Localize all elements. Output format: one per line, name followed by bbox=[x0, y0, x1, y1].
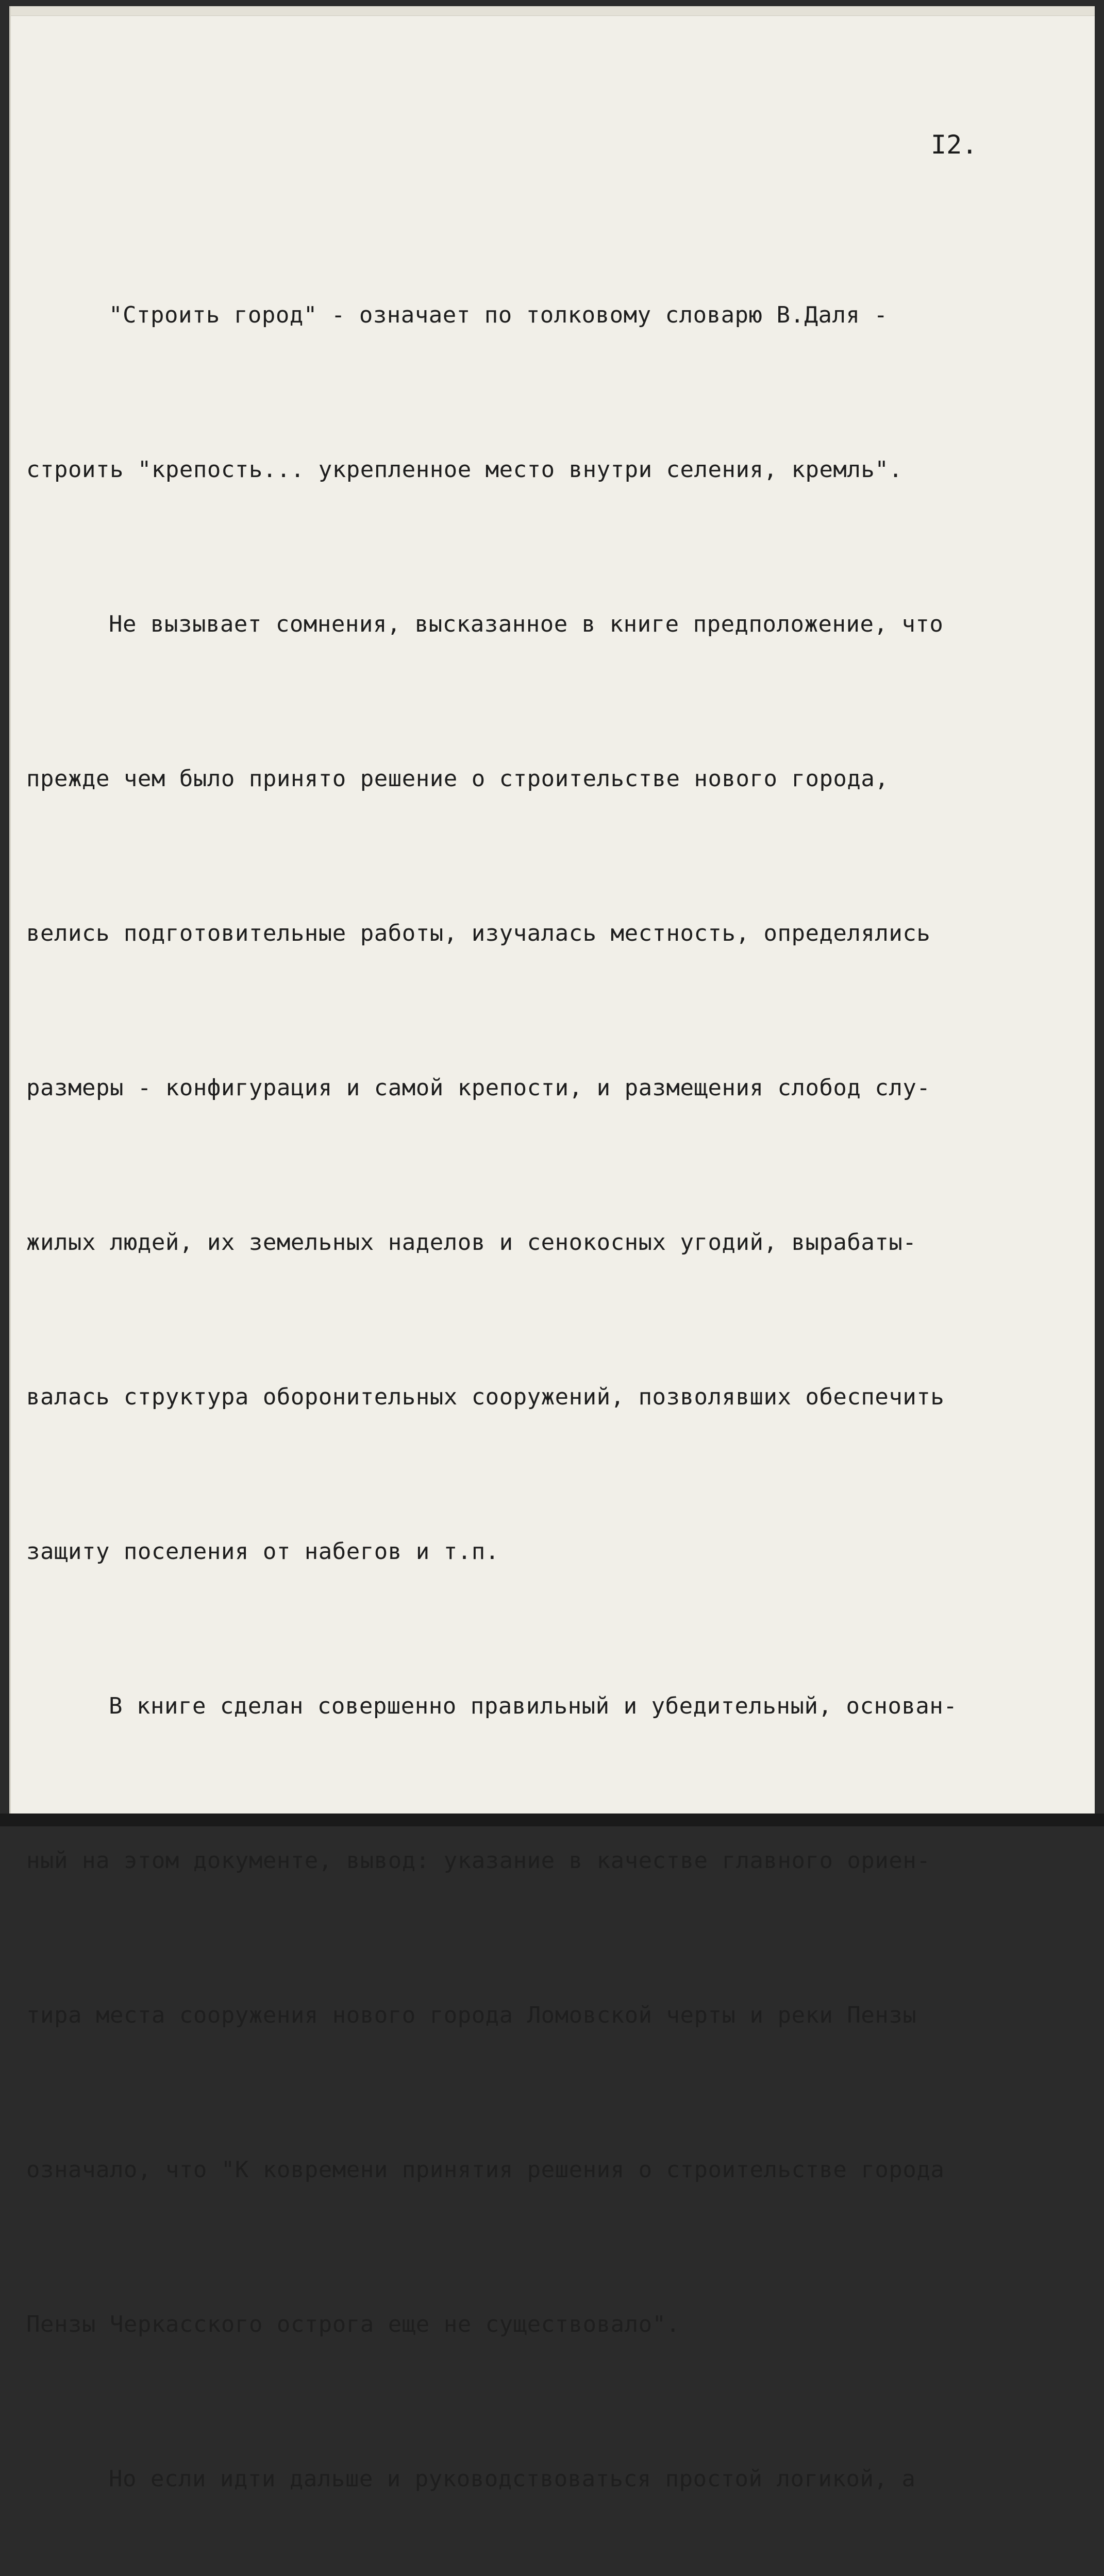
text-line: "Строить город" - означает по толковому словарю В.Даля - bbox=[109, 302, 888, 328]
document-page bbox=[9, 6, 1095, 2492]
text-line: ный на этом документе, вывод: указание в качестве главного ориен- bbox=[26, 1848, 931, 1874]
text-line: В книге сделан совершенно правильный и убедительный, основан- bbox=[109, 1693, 958, 1719]
text-line: валась структура оборонительных сооружений, позволявших обеспечить bbox=[26, 1384, 945, 1410]
body-text bbox=[26, 187, 957, 2576]
text-line: тира места сооружения нового города Ломовской черты и реки Пензы bbox=[26, 2002, 917, 2028]
scan-bottom-edge bbox=[0, 1814, 1104, 1826]
text-line: означало, что "К ковремени принятия решения о строительстве города bbox=[26, 2157, 945, 2183]
text-line: велись подготовительные работы, изучалась местность, определялись bbox=[26, 920, 931, 946]
text-line: Пензы Черкасского острога еще не существовало". bbox=[26, 2311, 680, 2337]
text-line: Не вызывает сомнения, высказанное в книге предположение, что bbox=[109, 611, 944, 637]
text-line: прежде чем было принято решение о строительстве нового города, bbox=[26, 766, 889, 792]
text-line: Но если идти дальше и руководствоваться простой логикой, а bbox=[109, 2466, 916, 2492]
page-number: I2. bbox=[931, 130, 978, 160]
text-line: размеры - конфигурация и самой крепости, и размещения слобод слу- bbox=[26, 1075, 931, 1101]
text-line: строить "крепость... укрепленное место внутри селения, кремль". bbox=[26, 456, 903, 483]
text-line: защиту поселения от набегов и т.п. bbox=[26, 1538, 499, 1565]
text-line: жилых людей, их земельных наделов и сенокосных угодий, вырабаты- bbox=[26, 1229, 917, 1256]
page-top-edge bbox=[11, 6, 1095, 16]
